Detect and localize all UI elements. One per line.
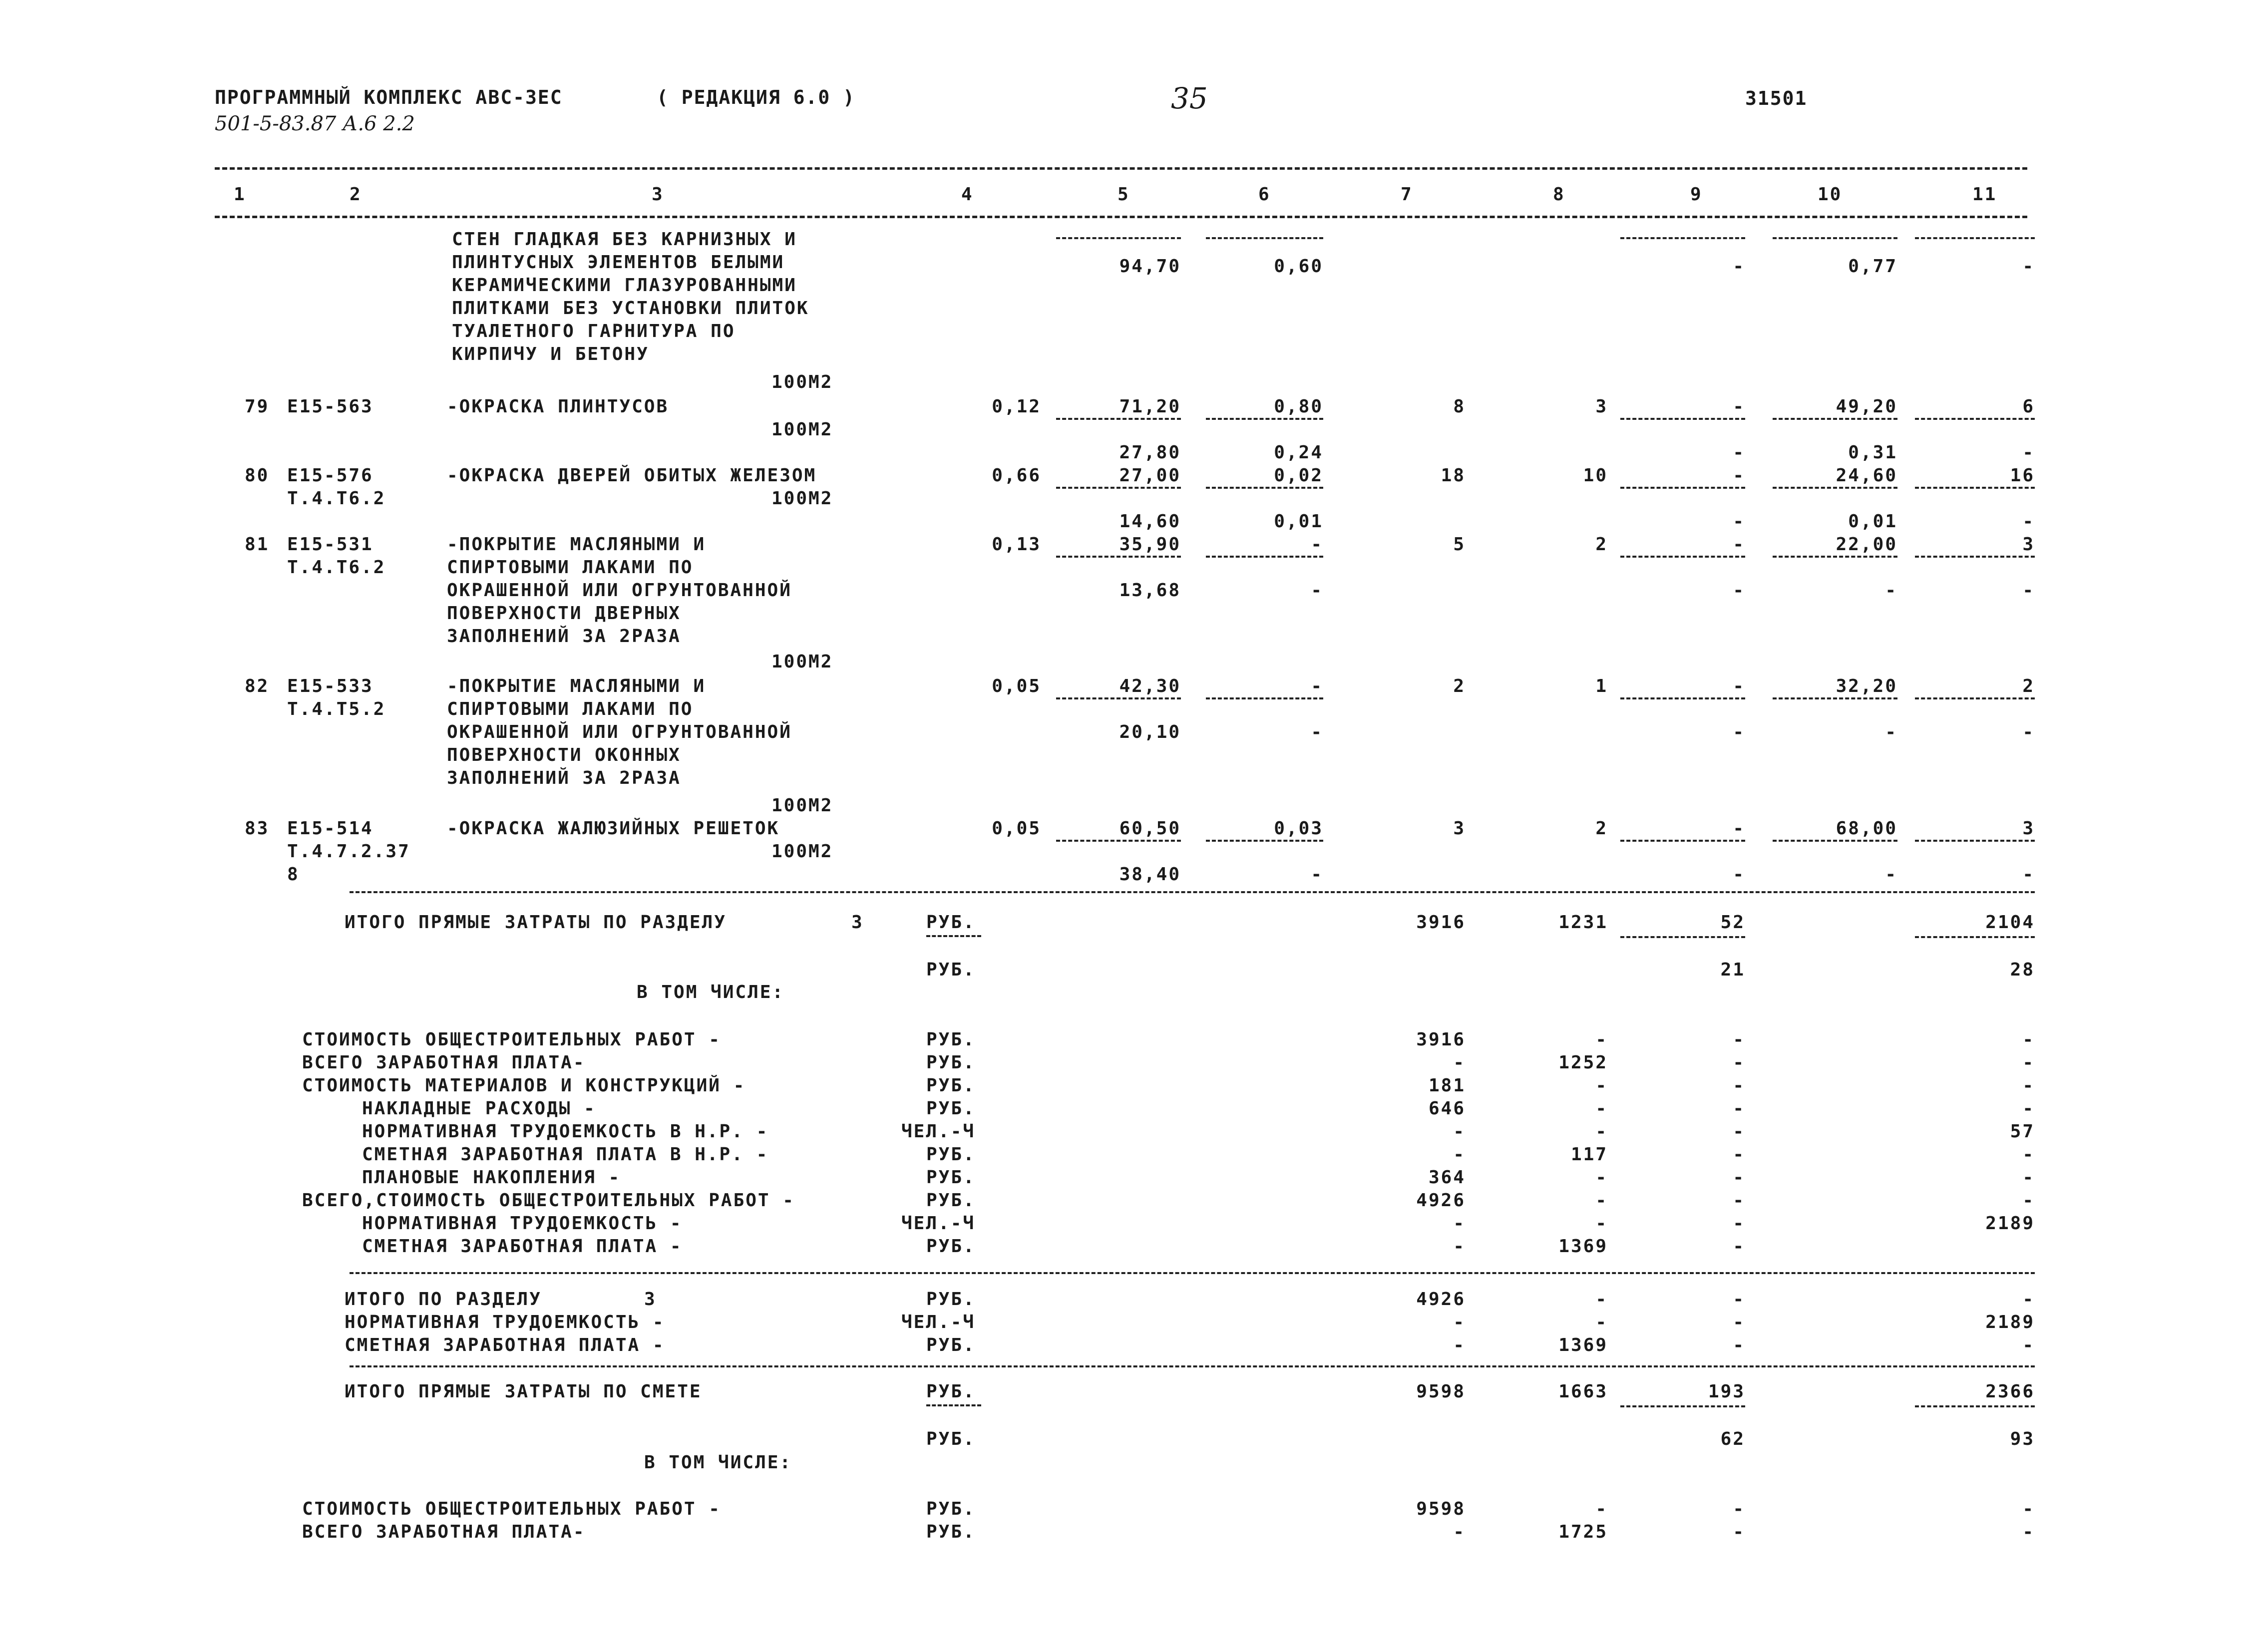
breakdown-label: НОРМАТИВНАЯ ТРУДОЕМКОСТЬ В Н.Р. - — [362, 1121, 769, 1142]
value-underline — [1056, 487, 1181, 489]
quantity: 0,05 — [992, 676, 1041, 696]
unit: РУБ. — [926, 1289, 976, 1310]
breakdown-label: СМЕТНАЯ ЗАРАБОТНАЯ ПЛАТА - — [362, 1236, 683, 1257]
cell-c6: 0,02 — [1274, 465, 1323, 486]
cell-c9: - — [1733, 1167, 1745, 1188]
cell-c9: - — [1733, 1522, 1745, 1542]
cell-c9: - — [1733, 1312, 1745, 1332]
item-description-line: ПОВЕРХНОСТИ ДВЕРНЫХ — [447, 603, 681, 624]
cell-c8: - — [1595, 1121, 1608, 1142]
value-underline — [1206, 697, 1323, 699]
section-total-label: ИТОГО ПРЯМЫЕ ЗАТРАТЫ ПО РАЗДЕЛУ — [345, 912, 727, 933]
cell-c5: 60,50 — [1119, 818, 1181, 839]
section-number: 3 — [644, 1289, 657, 1310]
cell-c9: - — [1733, 465, 1745, 486]
item-description: -ОКРАСКА ПЛИНТУСОВ — [447, 396, 669, 417]
cell-c11b: 28 — [2010, 960, 2035, 980]
cell-c9: - — [1733, 396, 1745, 417]
unit-of-measure: 100М2 — [771, 841, 833, 862]
row-number: 81 — [245, 534, 270, 555]
value-underline — [1620, 237, 1745, 239]
cell-c5: 71,20 — [1119, 396, 1181, 417]
item-description: -ОКРАСКА ДВЕРЕЙ ОБИТЫХ ЖЕЛЕЗОМ — [447, 465, 817, 486]
breakdown-label: СТОИМОСТЬ ОБЩЕСТРОИТЕЛЬНЫХ РАБОТ - — [302, 1499, 721, 1519]
cell-c7: 4926 — [1416, 1289, 1466, 1310]
cell-c10: 32,20 — [1836, 676, 1897, 696]
cell-c8: 10 — [1583, 465, 1608, 486]
cell-c9b: - — [1733, 511, 1745, 532]
cell-c5: 42,30 — [1119, 676, 1181, 696]
column-header-9: 9 — [1690, 184, 1703, 205]
cell-c9b: 62 — [1720, 1429, 1745, 1449]
cell-c8: - — [1595, 1029, 1608, 1050]
cell-c10b: - — [1885, 864, 1897, 885]
cell-c7: 3 — [1453, 818, 1466, 839]
unit: РУБ. — [926, 1499, 976, 1519]
value-underline — [1773, 697, 1897, 699]
value-underline — [1206, 556, 1323, 558]
cell-c5b: 27,80 — [1119, 442, 1181, 463]
breakdown-label: СМЕТНАЯ ЗАРАБОТНАЯ ПЛАТА В Н.Р. - — [362, 1144, 769, 1165]
unit: РУБ. — [926, 1144, 976, 1165]
item-description-line: ПОВЕРХНОСТИ ОКОННЫХ — [447, 745, 681, 765]
value-underline — [1056, 556, 1181, 558]
cell-c6b: 0,24 — [1274, 442, 1323, 463]
cell-c9: - — [1733, 1190, 1745, 1211]
cell-c9b: - — [1733, 864, 1745, 885]
item-description-line: ЗАПОЛНЕНИЙ ЗА 2РАЗА — [447, 626, 681, 647]
cell-c7: 5 — [1453, 534, 1466, 555]
estimate-total-label: ИТОГО ПРЯМЫЕ ЗАТРАТЫ ПО СМЕТЕ — [345, 1381, 702, 1402]
cell-c7: 8 — [1453, 396, 1466, 417]
cell-c8: 1725 — [1558, 1522, 1608, 1542]
cell-c11b: - — [2022, 864, 2035, 885]
cell-c8: - — [1595, 1289, 1608, 1310]
cell-c7: 2 — [1453, 676, 1466, 696]
value-underline — [1056, 418, 1181, 420]
cell-c7: 3916 — [1416, 912, 1466, 933]
cell-c11: 57 — [2010, 1121, 2035, 1142]
cell-c5b: 20,10 — [1119, 722, 1181, 742]
cell-c10: 24,60 — [1836, 465, 1897, 486]
item-description-line: ПЛИНТУСНЫХ ЭЛЕМЕНТОВ БЕЛЫМИ — [452, 252, 785, 273]
row-number: 79 — [245, 396, 270, 417]
breakdown-label: СТОИМОСТЬ МАТЕРИАЛОВ И КОНСТРУКЦИЙ - — [302, 1075, 746, 1096]
cell-c11: - — [2022, 1335, 2035, 1355]
value-underline — [1915, 237, 2035, 239]
cell-c11b: - — [2022, 580, 2035, 601]
column-header-11: 11 — [1972, 184, 1997, 205]
cell-c7: 9598 — [1416, 1499, 1466, 1519]
value-underline — [1206, 487, 1323, 489]
item-description-line: СПИРТОВЫМИ ЛАКАМИ ПО — [447, 557, 694, 578]
column-header-2: 2 — [350, 184, 362, 205]
value-underline — [1915, 840, 2035, 842]
cell-c11: 6 — [2022, 396, 2035, 417]
cell-c11b: - — [2022, 511, 2035, 532]
header-rule-top — [215, 167, 2027, 170]
cell-c8: - — [1595, 1098, 1608, 1119]
unit: РУБ. — [926, 1075, 976, 1096]
cell-c6: 0,80 — [1274, 396, 1323, 417]
handwritten-code: 501-5-83.87 А.6 2.2 — [215, 112, 415, 135]
value-underline — [1056, 697, 1181, 699]
cell-c8: 2 — [1595, 534, 1608, 555]
cell-c9: - — [1733, 1213, 1745, 1234]
cell-c8: 1663 — [1558, 1381, 1608, 1402]
item-description-line: ОКРАШЕННОЙ ИЛИ ОГРУНТОВАННОЙ — [447, 722, 792, 742]
unit-underline — [926, 1404, 981, 1406]
program-title: ПРОГРАММНЫЙ КОМПЛЕКС АВС-3ЕС — [215, 86, 563, 108]
cell-c11: - — [2022, 1289, 2035, 1310]
cell-c8: 1252 — [1558, 1052, 1608, 1073]
cell-col6: 0,60 — [1274, 256, 1323, 277]
item-description-line: ЗАПОЛНЕНИЙ ЗА 2РАЗА — [447, 768, 681, 788]
cell-c7: - — [1453, 1522, 1466, 1542]
value-underline — [1620, 936, 1745, 938]
cell-c9: - — [1733, 1121, 1745, 1142]
value-underline — [1915, 556, 2035, 558]
item-description-line: -ПОКРЫТИЕ МАСЛЯНЫМИ И — [447, 676, 706, 696]
including-heading: В ТОМ ЧИСЛЕ: — [637, 982, 785, 1002]
cell-c9: - — [1733, 1029, 1745, 1050]
column-header-5: 5 — [1118, 184, 1130, 205]
cell-c11: - — [2022, 1098, 2035, 1119]
unit: РУБ. — [926, 1190, 976, 1211]
cell-c11: - — [2022, 1522, 2035, 1542]
cell-c9b: - — [1733, 442, 1745, 463]
cell-c11: 16 — [2010, 465, 2035, 486]
cell-c11b: 93 — [2010, 1429, 2035, 1449]
item-description-line: КИРПИЧУ И БЕТОНУ — [452, 344, 649, 364]
cell-c10: 22,00 — [1836, 534, 1897, 555]
unit: ЧЕЛ.-Ч — [901, 1312, 976, 1332]
cell-c9: - — [1733, 1075, 1745, 1096]
value-underline — [1620, 487, 1745, 489]
cell-c7: 4926 — [1416, 1190, 1466, 1211]
value-underline — [1915, 418, 2035, 420]
cell-c6b: - — [1311, 722, 1323, 742]
cell-c8: 1369 — [1558, 1335, 1608, 1355]
column-header-4: 4 — [961, 184, 974, 205]
cell-c8: 2 — [1595, 818, 1608, 839]
cell-c9: - — [1733, 1335, 1745, 1355]
cell-c8: - — [1595, 1190, 1608, 1211]
section-rule — [350, 1365, 2035, 1367]
cell-c11: 2189 — [1985, 1213, 2035, 1234]
value-underline — [1773, 840, 1897, 842]
section-rule — [350, 891, 2035, 893]
unit: РУБ. — [926, 960, 976, 980]
rate-code-extra: Т.4.Т6.2 — [287, 488, 386, 509]
cell-c6: 0,03 — [1274, 818, 1323, 839]
cell-c8: 117 — [1570, 1144, 1608, 1165]
cell-c7: - — [1453, 1213, 1466, 1234]
including-heading: В ТОМ ЧИСЛЕ: — [644, 1452, 792, 1473]
quantity: 0,66 — [992, 465, 1041, 486]
row-number: 83 — [245, 818, 270, 839]
unit-of-measure: 100М2 — [771, 488, 833, 509]
cell-col5: 94,70 — [1119, 256, 1181, 277]
column-header-6: 6 — [1258, 184, 1271, 205]
cell-c11b: - — [2022, 442, 2035, 463]
quantity: 0,05 — [992, 818, 1041, 839]
unit: РУБ. — [926, 1335, 976, 1355]
item-description-line: ОКРАШЕННОЙ ИЛИ ОГРУНТОВАННОЙ — [447, 580, 792, 601]
cell-c7: 3916 — [1416, 1029, 1466, 1050]
cell-c9b: 21 — [1720, 960, 1745, 980]
breakdown-label: ПЛАНОВЫЕ НАКОПЛЕНИЯ - — [362, 1167, 621, 1188]
header-rule-bottom — [215, 216, 2027, 218]
value-underline — [1620, 418, 1745, 420]
cell-c9: 52 — [1720, 912, 1745, 933]
cell-c9: - — [1733, 818, 1745, 839]
cell-c7: - — [1453, 1335, 1466, 1355]
column-header-3: 3 — [652, 184, 664, 205]
cell-c9: - — [1733, 1052, 1745, 1073]
cell-c7: - — [1453, 1121, 1466, 1142]
cell-c10b: 0,31 — [1848, 442, 1897, 463]
value-underline — [1915, 936, 2035, 938]
cell-c8: - — [1595, 1075, 1608, 1096]
value-underline — [1773, 237, 1897, 239]
cell-c8: - — [1595, 1167, 1608, 1188]
summary-label: НОРМАТИВНАЯ ТРУДОЕМКОСТЬ - — [345, 1312, 665, 1332]
cell-c8: 1 — [1595, 676, 1608, 696]
cell-c8: - — [1595, 1213, 1608, 1234]
rate-code-extra: 8 — [287, 864, 300, 885]
cell-c7: 18 — [1441, 465, 1466, 486]
rate-code: Е15-514 — [287, 818, 374, 839]
item-description: -ОКРАСКА ЖАЛЮЗИЙНЫХ РЕШЕТОК — [447, 818, 780, 839]
cell-c6b: 0,01 — [1274, 511, 1323, 532]
breakdown-label: НАКЛАДНЫЕ РАСХОДЫ - — [362, 1098, 596, 1119]
cell-c10: 68,00 — [1836, 818, 1897, 839]
cell-c8: - — [1595, 1312, 1608, 1332]
cell-c7: - — [1453, 1144, 1466, 1165]
cell-c5b: 13,68 — [1119, 580, 1181, 601]
value-underline — [1773, 418, 1897, 420]
value-underline — [1056, 237, 1181, 239]
cell-c11b: - — [2022, 722, 2035, 742]
cell-c5b: 38,40 — [1119, 864, 1181, 885]
cell-c8: 1231 — [1558, 912, 1608, 933]
item-description-line: СПИРТОВЫМИ ЛАКАМИ ПО — [447, 699, 694, 719]
section-rule — [350, 1272, 2035, 1274]
quantity: 0,12 — [992, 396, 1041, 417]
cell-c6b: - — [1311, 864, 1323, 885]
unit-of-measure: 100М2 — [771, 419, 833, 440]
value-underline — [1206, 418, 1323, 420]
value-underline — [1206, 237, 1323, 239]
item-description-line: -ПОКРЫТИЕ МАСЛЯНЫМИ И — [447, 534, 706, 555]
cell-c9: - — [1733, 676, 1745, 696]
cell-c7: 364 — [1428, 1167, 1466, 1188]
value-underline — [1620, 1405, 1745, 1407]
cell-c9: - — [1733, 1144, 1745, 1165]
value-underline — [1915, 697, 2035, 699]
unit: РУБ. — [926, 1236, 976, 1257]
cell-c7: 646 — [1428, 1098, 1466, 1119]
cell-c11: - — [2022, 1499, 2035, 1519]
cell-c9: - — [1733, 1098, 1745, 1119]
value-underline — [1620, 697, 1745, 699]
summary-label: ИТОГО ПО РАЗДЕЛУ — [345, 1289, 542, 1310]
rate-code-extra: Т.4.Т5.2 — [287, 699, 386, 719]
unit: РУБ. — [926, 1429, 976, 1449]
document-code: 31501 — [1745, 87, 1808, 109]
breakdown-label: НОРМАТИВНАЯ ТРУДОЕМКОСТЬ - — [362, 1213, 683, 1234]
unit: РУБ. — [926, 1381, 976, 1402]
value-underline — [1620, 556, 1745, 558]
unit: РУБ. — [926, 1167, 976, 1188]
value-underline — [1206, 840, 1323, 842]
cell-c7: 9598 — [1416, 1381, 1466, 1402]
cell-col11: - — [2022, 256, 2035, 277]
rate-code: Е15-563 — [287, 396, 374, 417]
breakdown-label: ВСЕГО ЗАРАБОТНАЯ ПЛАТА- — [302, 1052, 586, 1073]
cell-c5b: 14,60 — [1119, 511, 1181, 532]
rate-code-extra: Т.4.7.2.37 — [287, 841, 410, 862]
cell-c7: - — [1453, 1236, 1466, 1257]
rate-code: Е15-533 — [287, 676, 374, 696]
cell-c11: 3 — [2022, 818, 2035, 839]
cell-c9: - — [1733, 1236, 1745, 1257]
row-number: 80 — [245, 465, 270, 486]
cell-c7: 181 — [1428, 1075, 1466, 1096]
cell-c7: - — [1453, 1052, 1466, 1073]
cell-c5: 27,00 — [1119, 465, 1181, 486]
summary-label: СМЕТНАЯ ЗАРАБОТНАЯ ПЛАТА - — [345, 1335, 665, 1355]
breakdown-label: СТОИМОСТЬ ОБЩЕСТРОИТЕЛЬНЫХ РАБОТ - — [302, 1029, 721, 1050]
section-number: 3 — [851, 912, 864, 933]
cell-c10b: 0,01 — [1848, 511, 1897, 532]
unit: РУБ. — [926, 1522, 976, 1542]
breakdown-label: ВСЕГО,СТОИМОСТЬ ОБЩЕСТРОИТЕЛЬНЫХ РАБОТ - — [302, 1190, 795, 1211]
column-header-8: 8 — [1553, 184, 1565, 205]
unit: ЧЕЛ.-Ч — [901, 1213, 976, 1234]
value-underline — [1915, 1405, 2035, 1407]
value-underline — [1915, 487, 2035, 489]
item-description-line: СТЕН ГЛАДКАЯ БЕЗ КАРНИЗНЫХ И — [452, 229, 797, 250]
cell-c9: - — [1733, 1499, 1745, 1519]
unit: РУБ. — [926, 1052, 976, 1073]
cell-col10: 0,77 — [1848, 256, 1897, 277]
cell-c11: 2189 — [1985, 1312, 2035, 1332]
unit: РУБ. — [926, 912, 976, 933]
unit-underline — [926, 935, 981, 937]
cell-c11: 2104 — [1985, 912, 2035, 933]
unit: ЧЕЛ.-Ч — [901, 1121, 976, 1142]
cell-c9: - — [1733, 1289, 1745, 1310]
cell-c11: - — [2022, 1167, 2035, 1188]
cell-c8: - — [1595, 1499, 1608, 1519]
unit: РУБ. — [926, 1029, 976, 1050]
item-description-line: ТУАЛЕТНОГО ГАРНИТУРА ПО — [452, 321, 736, 341]
cell-c5: 35,90 — [1119, 534, 1181, 555]
cell-c11: - — [2022, 1190, 2035, 1211]
cell-c7: - — [1453, 1312, 1466, 1332]
cell-c6b: - — [1311, 580, 1323, 601]
value-underline — [1056, 840, 1181, 842]
column-header-10: 10 — [1818, 184, 1843, 205]
unit: РУБ. — [926, 1098, 976, 1119]
cell-c9b: - — [1733, 722, 1745, 742]
cell-c10b: - — [1885, 580, 1897, 601]
cell-c11: - — [2022, 1144, 2035, 1165]
breakdown-label: ВСЕГО ЗАРАБОТНАЯ ПЛАТА- — [302, 1522, 586, 1542]
cell-c11: 2 — [2022, 676, 2035, 696]
cell-c10b: - — [1885, 722, 1897, 742]
edition-label: ( РЕДАКЦИЯ 6.0 ) — [657, 86, 856, 108]
row-number: 82 — [245, 676, 270, 696]
cell-c9b: - — [1733, 580, 1745, 601]
cell-c11: 3 — [2022, 534, 2035, 555]
cell-c8: 1369 — [1558, 1236, 1608, 1257]
column-header-7: 7 — [1401, 184, 1413, 205]
cell-c11: 2366 — [1985, 1381, 2035, 1402]
cell-c11: - — [2022, 1029, 2035, 1050]
page-number: 35 — [1171, 81, 1208, 115]
rate-code-extra: Т.4.Т6.2 — [287, 557, 386, 578]
cell-c6: - — [1311, 534, 1323, 555]
cell-c11: - — [2022, 1052, 2035, 1073]
unit-of-measure: 100М2 — [771, 372, 833, 392]
cell-c6: - — [1311, 676, 1323, 696]
item-description-line: КЕРАМИЧЕСКИМИ ГЛАЗУРОВАННЫМИ — [452, 275, 797, 296]
cell-c8: 3 — [1595, 396, 1608, 417]
cell-col9: - — [1733, 256, 1745, 277]
value-underline — [1620, 840, 1745, 842]
quantity: 0,13 — [992, 534, 1041, 555]
cell-c9: - — [1733, 534, 1745, 555]
value-underline — [1773, 556, 1897, 558]
unit-of-measure: 100М2 — [771, 795, 833, 816]
value-underline — [1773, 487, 1897, 489]
rate-code: Е15-531 — [287, 534, 374, 555]
cell-c9: 193 — [1708, 1381, 1745, 1402]
item-description-line: ПЛИТКАМИ БЕЗ УСТАНОВКИ ПЛИТОК — [452, 298, 809, 319]
cell-c11: - — [2022, 1075, 2035, 1096]
unit-of-measure: 100М2 — [771, 652, 833, 672]
cell-c10: 49,20 — [1836, 396, 1897, 417]
column-header-1: 1 — [234, 184, 246, 205]
rate-code: Е15-576 — [287, 465, 374, 486]
